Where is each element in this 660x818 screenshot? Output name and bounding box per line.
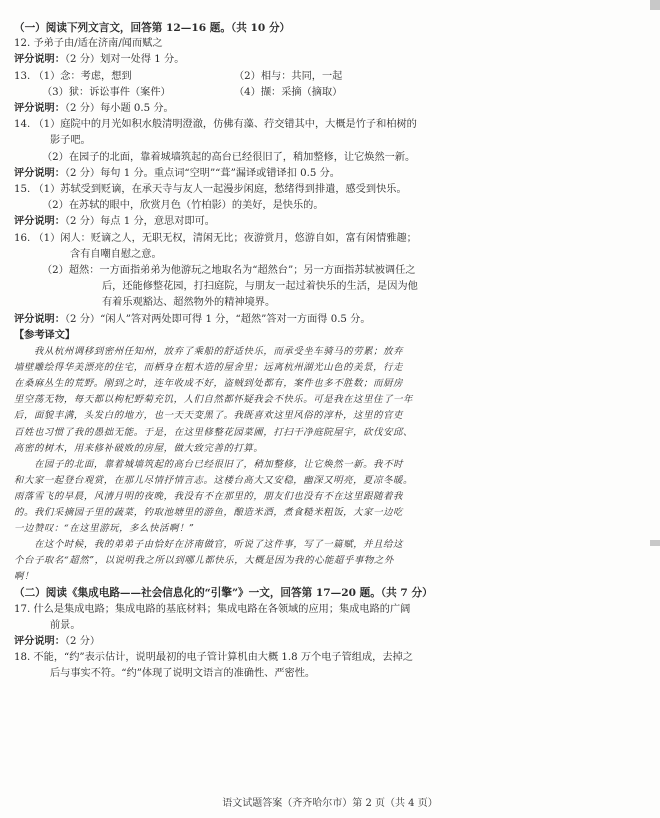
q12-answer: 12. 予弟子由/适在济南/闻而赋之	[14, 38, 163, 50]
q16-answer-1-cont: 含有自嘲自慰之意。	[70, 248, 162, 260]
q16-scoring-note: 评分说明：（2 分）“闲人”答对两处即可得 1 分，“超然”答对一方面得 0.5 分。	[14, 313, 371, 325]
scroll-marker-middle	[650, 540, 660, 546]
translation-line: 里空荡无物，每天都以枸杞野菊充饥，人们自然都怀疑我会不快乐。可是我在这里住了一年	[14, 394, 414, 406]
translation-line: 我从杭州调移到密州任知州，放弃了乘船的舒适快乐，而承受坐车骑马的劳累；放弃	[34, 346, 404, 358]
q17-answer: 17. 什么是集成电路；集成电路的基底材料；集成电路在各领域的应用；集成电路的广阔	[14, 603, 411, 615]
q18-answer-cont: 后与事实不符。“约”体现了说明文语言的准确性、严密性。	[50, 668, 316, 680]
scroll-marker-top	[650, 0, 660, 10]
q17-answer-cont: 前景。	[50, 619, 81, 631]
q16-answer-1: 16. （1）闲人：贬谪之人，无职无权，清闲无比；夜游赏月，悠游自如，富有闲情雅趣；	[14, 232, 417, 244]
q18-answer: 18. 不能，“约”表示估计，说明最初的电子管计算机由大概 1.8 万个电子管组成，去掉之	[14, 652, 413, 664]
q13-row-1: 13. （1）念：考虑，想到 （2）相与：共同，一起	[14, 70, 343, 82]
q14-answer-2: （2）在园子的北面，靠着城墙筑起的高台已经很旧了，稍加整修，让它焕然一新。	[42, 151, 416, 163]
q15-scoring-note: 评分说明：（2 分）每点 1 分，意思对即可。	[14, 216, 215, 228]
q12-scoring-note: 评分说明：（2 分）划对一处得 1 分。	[14, 54, 185, 66]
q16-answer-2-cont-1: 后，还能修整花园，打扫庭院，与朋友一起过着快乐的生活，是因为他	[102, 281, 418, 293]
q13-scoring-note: 评分说明：（2 分）每小题 0.5 分。	[14, 103, 174, 115]
page-footer: 语文试题答案（齐齐哈尔市）第 2 页（共 4 页）	[222, 798, 438, 809]
translation-line: 的。我们采摘园子里的蔬菜，钓取池塘里的游鱼，酿造米酒，煮食糙米粗饭，大家一边吃	[14, 507, 404, 518]
translation-line: 和大家一起登台观赏，在那儿尽情抒情言志。这楼台高大又安稳，幽深又明亮，夏凉冬暖。	[14, 474, 414, 486]
q14-answer-1: 14. （1）庭院中的月光如积水般清明澄澈，仿佛有藻、荇交错其中，大概是竹子和柏树的	[14, 119, 417, 131]
answer-content	[14, 20, 552, 683]
q15-answer-2: （2）在苏轼的眼中，欣赏月色（竹柏影）的美好，是快乐的。	[42, 200, 324, 212]
translation-line: 啊！	[14, 571, 34, 583]
translation-line: 在这个时候，我的弟弟子由恰好在济南做官，听说了这件事，写了一篇赋，并且给这	[34, 539, 404, 551]
translation-line: 后，面貌丰满，头发白的地方，也一天天变黑了。我既喜欢这里风俗的淳朴，这里的官吏	[14, 410, 404, 422]
section1-header: （一）阅读下列文言文，回答第 12—16 题。（共 10 分）	[14, 22, 291, 34]
translation-line: 墙壁雕绘得华美漂亮的住宅，而栖身在粗木造的屋舍里；远离杭州湖光山色的美景，行走	[14, 362, 404, 374]
translation-line: 高密的树木，用来修补破败的房屋，做大致完善的打算。	[14, 442, 264, 454]
translation-line: 百姓也习惯了我的愚拙无能。于是，在这里修整花园菜圃，打扫干净庭院屋宇，砍伐安邱、	[14, 426, 414, 438]
q15-answer-1: 15. （1）苏轼受到贬谪，在承天寺与友人一起漫步闲庭，愁绪得到排遣，感受到快乐。	[14, 184, 407, 196]
section2-header: （二）阅读《集成电路——社会信息化的“引擎”》一文，回答第 17—20 题。（共 7 分）	[14, 587, 433, 600]
q17-scoring-note: 评分说明：（2 分）	[14, 636, 101, 648]
q13-row-2: （3）狱：诉讼事件（案件） （4）撷：采摘（摘取）	[42, 86, 343, 98]
translation-line: 雨落雪飞的早晨，风清月明的夜晚，我没有不在那里的，朋友们也没有不在这里跟随着我	[14, 490, 404, 502]
q14-answer-1-cont: 影子吧。	[50, 135, 91, 147]
q16-answer-2: （2）超然：一方面指弟弟为他游玩之地取名为“超然台”；另一方面指苏轼被调任之	[42, 265, 416, 277]
translation-line: 在园子的北面，靠着城墙筑起的高台已经很旧了，稍加整修，让它焕然一新。我不时	[34, 458, 404, 470]
translation-title: 【参考译文】	[14, 329, 76, 341]
q14-scoring-note: 评分说明：（2 分）每句 1 分。重点词“空明”“葺”漏译或错译扣 0.5 分。	[14, 167, 340, 179]
translation-line: 一边赞叹：“在这里游玩，多么快活啊！”	[14, 523, 195, 535]
translation-line: 在桑麻丛生的荒野。刚到之时，连年收成不好，盗贼到处都有，案件也多不胜数；而厨房	[14, 378, 404, 390]
q16-answer-2-cont-2: 有着乐观豁达、超然物外的精神境界。	[102, 297, 276, 309]
translation-line: 个台子取名“超然”，以说明我之所以到哪儿都快乐，大概是因为我的心能超乎事物之外	[14, 555, 394, 567]
